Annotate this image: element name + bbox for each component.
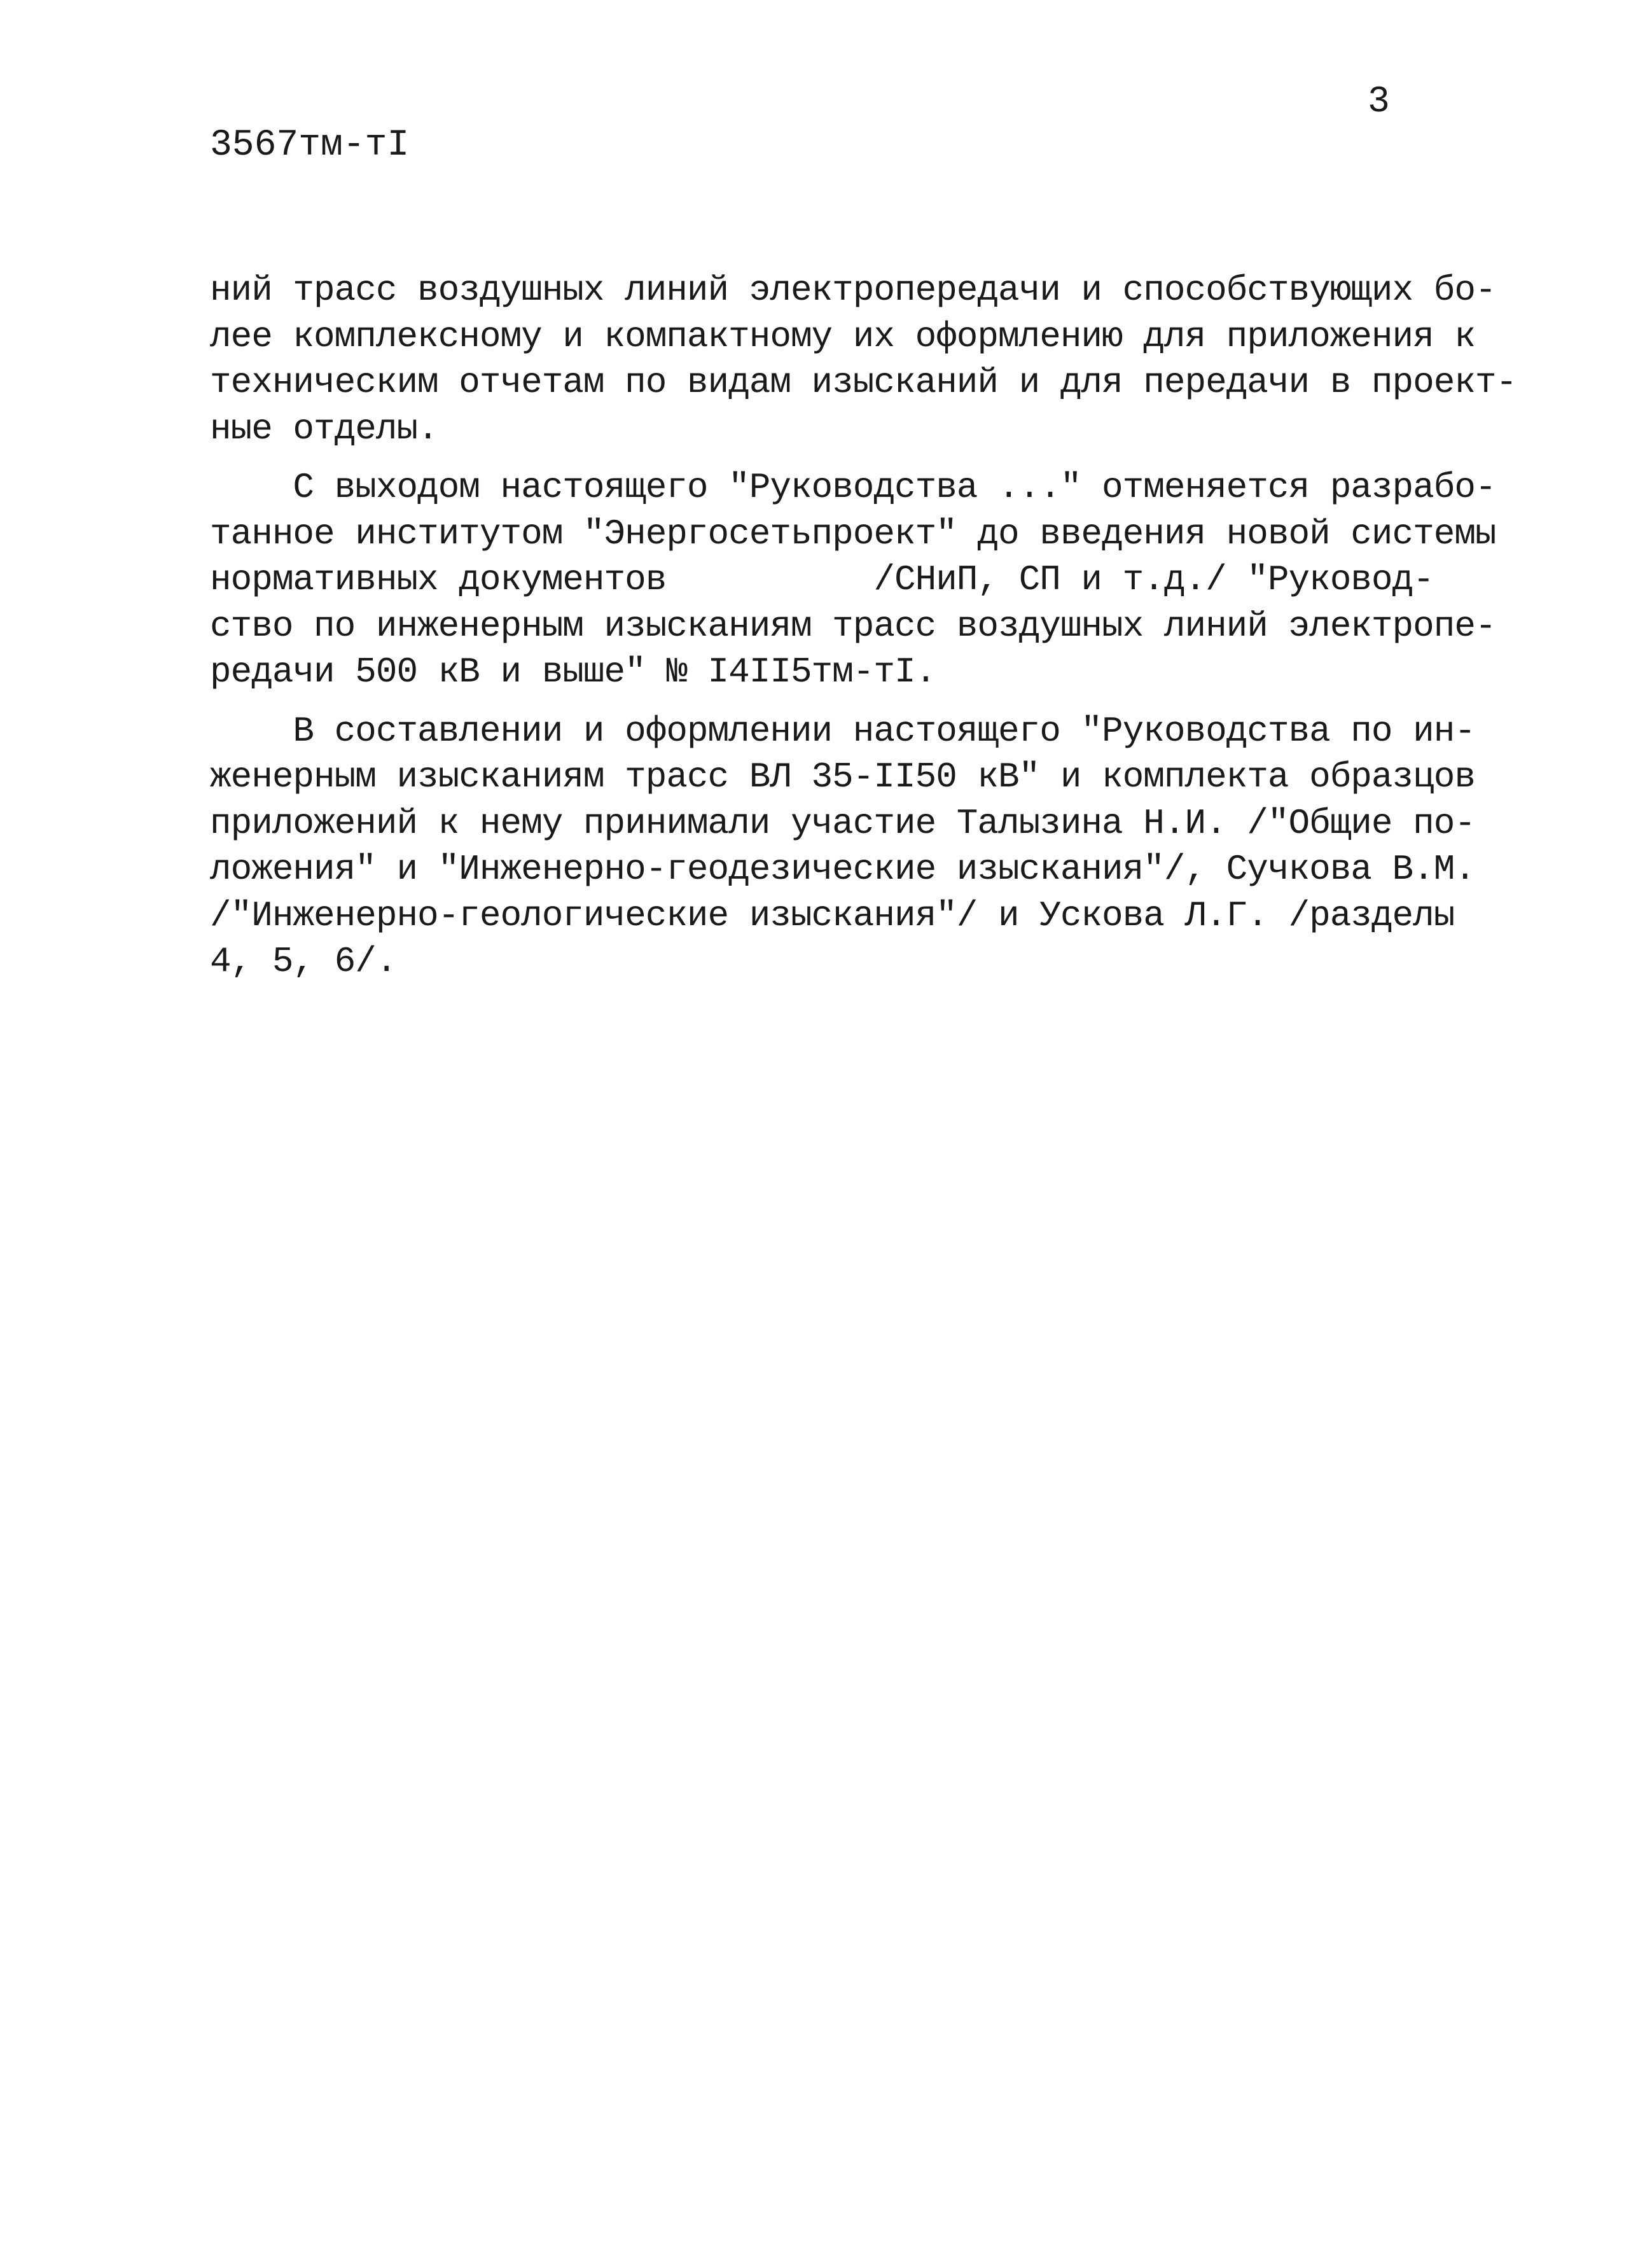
text-line: /"Инженерно-геологические изыскания"/ и Ускова Л.Г. /разделы (210, 895, 1455, 936)
document-code: 3567тм-тI (210, 125, 410, 166)
text-line: ные отделы. (210, 408, 438, 449)
text-line: редачи 500 кВ и выше" № I4II5тм-тI. (210, 652, 936, 692)
paragraph (210, 464, 1496, 695)
body-text (210, 267, 1517, 985)
text-line: ложения" и "Инженерно-геодезические изыскания"/, Сучкова В.М. (210, 849, 1475, 890)
text-line: техническим отчетам по видам изысканий и для передачи в проект- (210, 362, 1517, 403)
text-line: ний трасс воздушных линий электропередачи и способствующих бо- (210, 270, 1496, 311)
page-number: 3 (1368, 81, 1390, 123)
text-line: приложений к нему принимали участие Талызина Н.И. /"Общие по- (210, 802, 1475, 844)
text-line: В составлении и оформлении настоящего "Руководства по ин- (210, 710, 1475, 751)
text-line: женерным изысканиям трасс ВЛ 35-II50 кВ" и комплекта образцов (210, 757, 1475, 797)
paragraph (210, 267, 1517, 452)
paragraph (210, 708, 1475, 985)
text-line: 4, 5, 6/. (210, 941, 397, 982)
text-line: С выходом настоящего "Руководства ..." отменяется разрабо- (210, 467, 1496, 508)
text-line: нормативных документов /СНиП, СП и т.д./ "Руковод- (210, 559, 1434, 600)
text-line: ство по инженерным изысканиям трасс воздушных линий электропе- (210, 605, 1496, 646)
text-line: лее комплексному и компактному их оформлению для приложения к (210, 316, 1475, 357)
text-line: танное институтом "Энергосетьпроект" до введения новой системы (210, 513, 1496, 554)
